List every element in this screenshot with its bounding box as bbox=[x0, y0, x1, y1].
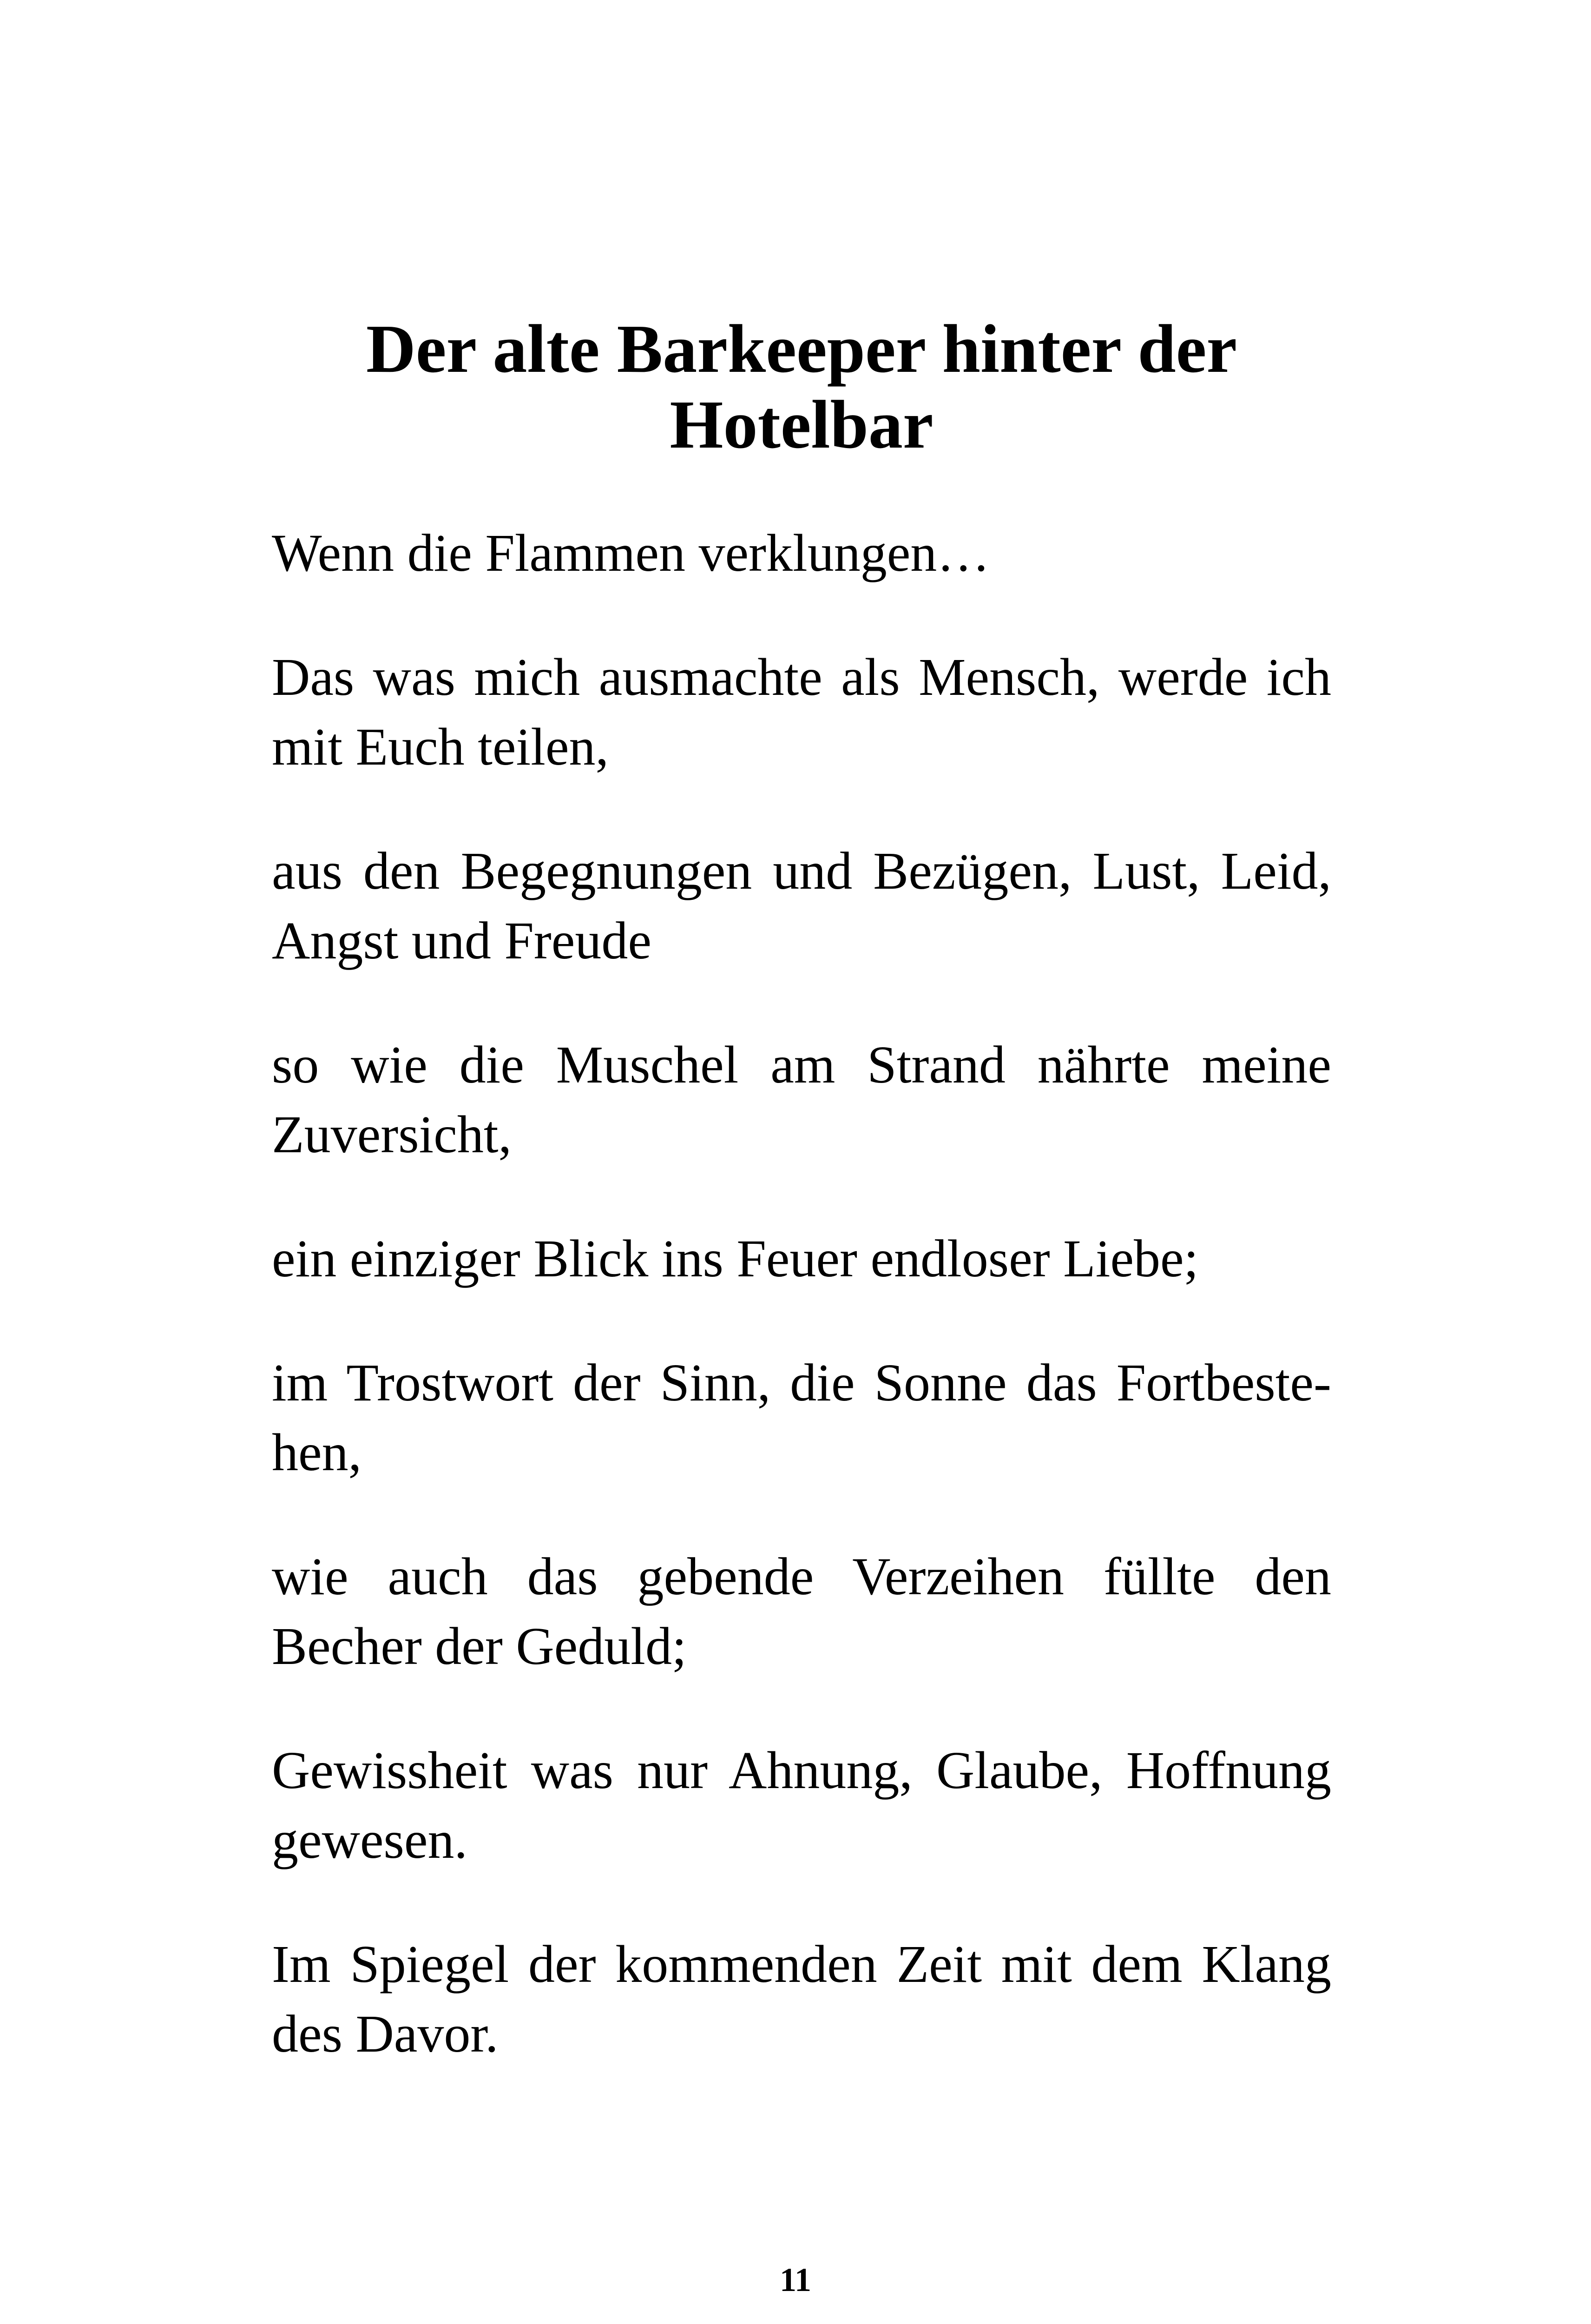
stanza-4: so wie die Muschel am Strand nährte meine Zuversicht, bbox=[272, 1035, 1331, 1164]
poem-title: Der alte Barkeeper hinter der Hotelbar bbox=[366, 311, 1237, 463]
stanza-7: wie auch das gebende Verzeihen füllte den Becher der Geduld; bbox=[272, 1547, 1331, 1676]
stanza-8: Gewissheit was nur Ahnung, Glaube, Hoffnung gewesen. bbox=[272, 1741, 1331, 1869]
poem-body bbox=[272, 518, 1331, 2123]
stanza-9: Im Spiegel der kommenden Zeit mit dem Klang des Davor. bbox=[272, 1934, 1331, 2063]
stanza-5: ein einziger Blick ins Feuer endloser Liebe; bbox=[272, 1229, 1199, 1288]
stanza-6: im Trostwort der Sinn, die Sonne das Fortbeste-hen, bbox=[272, 1353, 1331, 1482]
stanza-3: aus den Begegnungen und Bezügen, Lust, Leid, Angst und Freude bbox=[272, 841, 1331, 970]
stanza-2: Das was mich ausmachte als Mensch, werde ich mit Euch teilen, bbox=[272, 647, 1331, 776]
stanza-1: Wenn die Flammen verklungen… bbox=[272, 523, 990, 582]
page-number: 11 bbox=[779, 2261, 812, 2298]
